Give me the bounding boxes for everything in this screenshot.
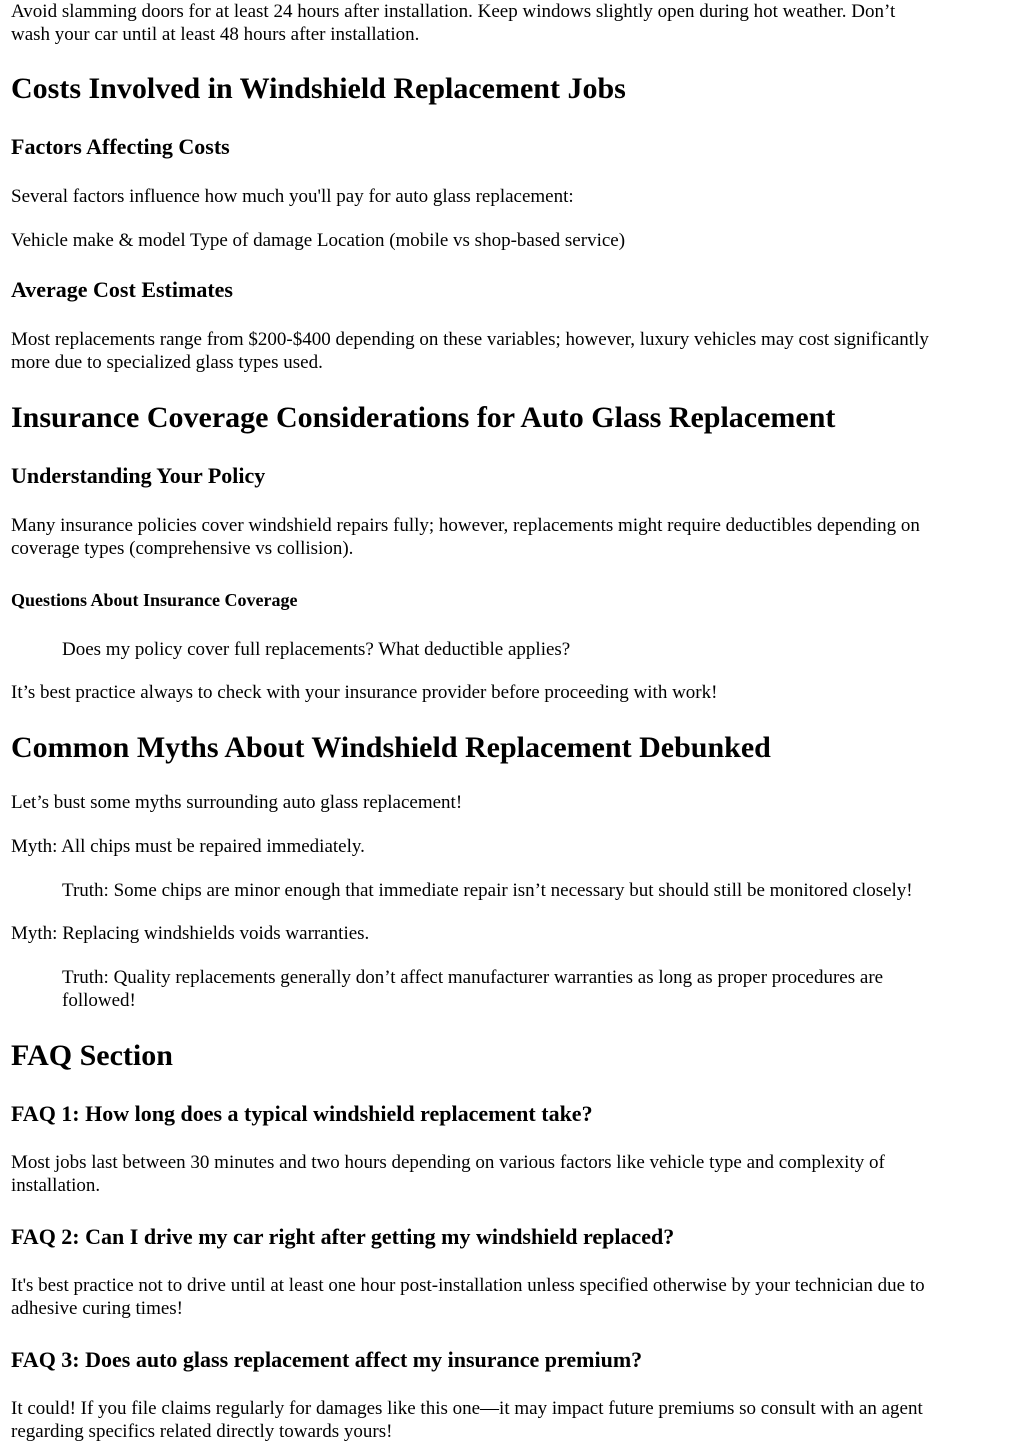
factors-list: Vehicle make & model Type of damage Location (mobile vs shop-based service) <box>11 230 626 251</box>
insurance-questions-heading: Questions About Insurance Coverage <box>11 590 298 610</box>
truth-2-line-1: Truth: Quality replacements generally don’t affect manufacturer warranties as long as proper procedures are <box>62 967 884 988</box>
install-tips-line-2: wash your car until at least 48 hours after installation. <box>11 24 420 45</box>
myth-1: Myth: All chips must be repaired immediately. <box>11 836 365 857</box>
insurance-questions-text: Does my policy cover full replacements? What deductible applies? <box>62 639 571 660</box>
faq-answer-2-line-1: It's best practice not to drive until at least one hour post-installation unless specified otherwise by your technician due to <box>11 1275 925 1296</box>
faq-answer-3-line-1: It could! If you file claims regularly for damages like this one—it may impact future premiums so consult with an agent <box>11 1398 923 1419</box>
install-tips-line-1: Avoid slamming doors for at least 24 hours after installation. Keep windows slightly open during hot weather. Don’t <box>11 1 896 22</box>
myth-2: Myth: Replacing windshields voids warranties. <box>11 923 370 944</box>
policy-heading: Understanding Your Policy <box>11 463 266 488</box>
faq-question-1: FAQ 1: How long does a typical windshield replacement take? <box>11 1101 593 1126</box>
insurance-advice: It’s best practice always to check with your insurance provider before proceeding with work! <box>11 682 718 703</box>
faq-heading: FAQ Section <box>11 1039 173 1072</box>
factors-intro: Several factors influence how much you'll pay for auto glass replacement: <box>11 186 574 207</box>
factors-heading: Factors Affecting Costs <box>11 134 230 159</box>
insurance-heading: Insurance Coverage Considerations for Auto Glass Replacement <box>11 401 836 434</box>
faq-question-2: FAQ 2: Can I drive my car right after getting my windshield replaced? <box>11 1224 675 1249</box>
faq-answer-3-line-2: regarding specifics related directly towards yours! <box>11 1421 393 1442</box>
average-cost-line-2: more due to specialized glass types used. <box>11 352 323 373</box>
faq-answer-2-line-2: adhesive curing times! <box>11 1298 184 1319</box>
truth-1: Truth: Some chips are minor enough that immediate repair isn’t necessary but should still be monitored closely! <box>62 880 913 901</box>
myths-intro: Let’s bust some myths surrounding auto glass replacement! <box>11 792 463 813</box>
average-cost-line-1: Most replacements range from $200-$400 depending on these variables; however, luxury vehicles may cost significantly <box>11 329 929 350</box>
faq-answer-1-line-1: Most jobs last between 30 minutes and two hours depending on various factors like vehicle type and complexity of <box>11 1152 885 1173</box>
policy-line-1: Many insurance policies cover windshield repairs fully; however, replacements might require deductibles depending on <box>11 515 920 536</box>
costs-heading: Costs Involved in Windshield Replacement Jobs <box>11 72 626 105</box>
myths-heading: Common Myths About Windshield Replacement Debunked <box>11 731 771 764</box>
faq-answer-1-line-2: installation. <box>11 1175 101 1196</box>
average-cost-heading: Average Cost Estimates <box>11 277 233 302</box>
faq-question-3: FAQ 3: Does auto glass replacement affect my insurance premium? <box>11 1347 643 1372</box>
policy-line-2: coverage types (comprehensive vs collision). <box>11 538 354 559</box>
truth-2-line-2: followed! <box>62 990 136 1011</box>
